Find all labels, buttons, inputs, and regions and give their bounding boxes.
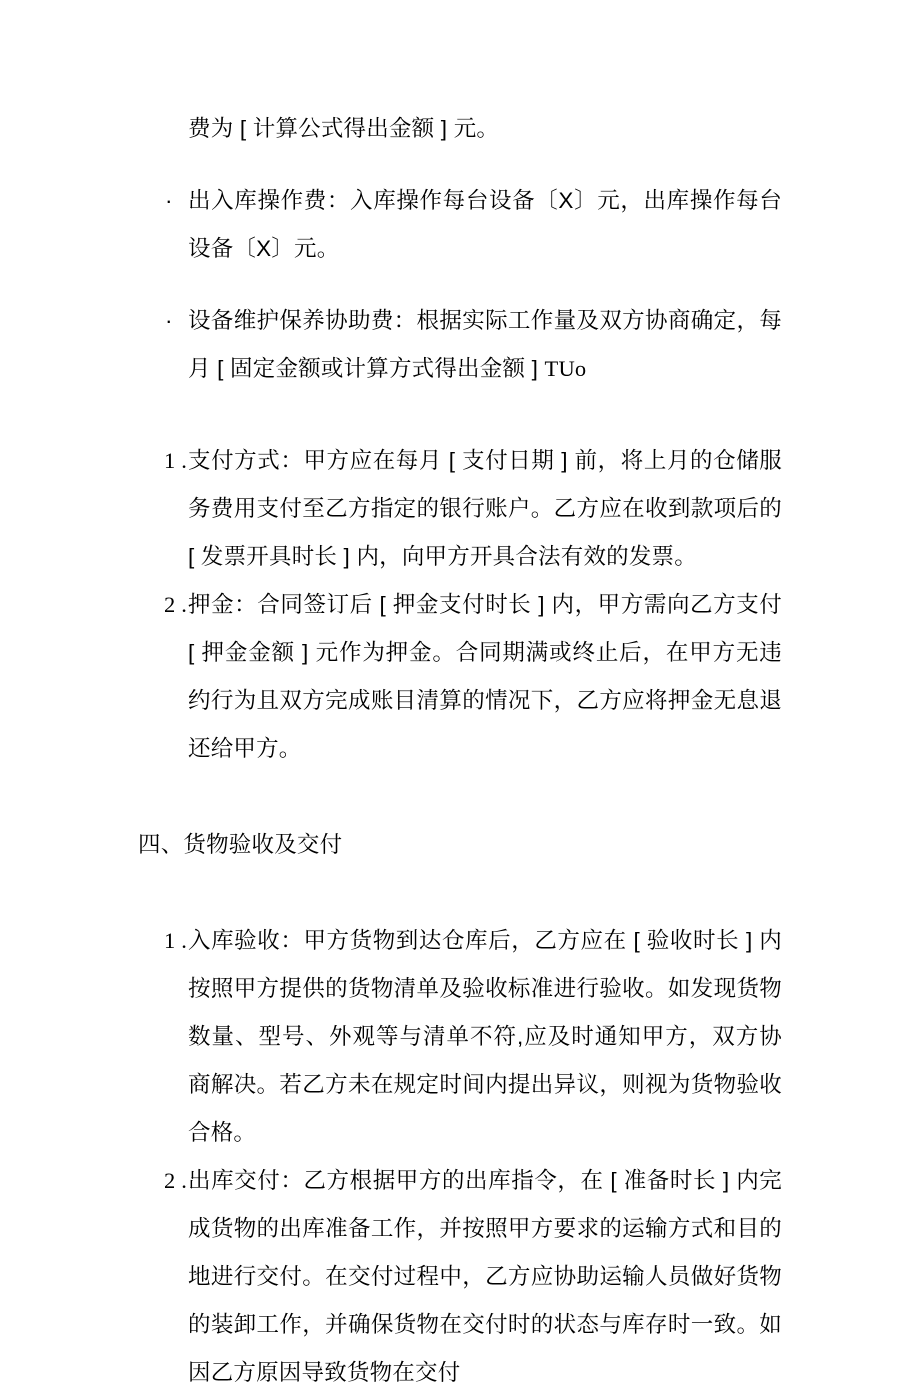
- list-text-outbound-delivery: 出库交付：乙方根据甲方的出库指令，在 [ 准备时长 ] 内完成货物的出库准备工作，并按照甲方要求的运输方式和目的地进行交付。在交付过程中，乙方应协助运输人员做好货物的装卸工作，并确保货物在交付时的状态与库存时一致。如因乙方原因导致货物在交付: [188, 1168, 782, 1385]
- latin-artifact-text: TUo: [544, 356, 587, 381]
- list-item-inbound-inspection: [138, 917, 782, 1157]
- list-text-deposit: 押金：合同签订后 [ 押金支付时长 ] 内，甲方需向乙方支付 [ 押金金额 ] 元作为押金。合同期满或终止后，在甲方无违约行为且双方完成账目清算的情况下，乙方应将押金无息退还给甲方。: [188, 592, 782, 761]
- paragraph-fee-formula-continuation: 费为 [ 计算公式得出金额 ] 元。: [188, 116, 500, 141]
- bullet-item-maintenance-assistance-fee: [138, 297, 782, 393]
- bullet-item-inbound-outbound-fee: [138, 177, 782, 273]
- list-text-payment-method: 支付方式：甲方应在每月 [ 支付日期 ] 前，将上月的仓储服务费用支付至乙方指定的银行账户。乙方应在收到款项后的 [ 发票开具时长 ] 内，向甲方开具合法有效的发票。: [188, 448, 782, 569]
- list-item-payment-method: [138, 437, 782, 581]
- spacer: [138, 273, 782, 297]
- list-marker-2: 2 .: [164, 1168, 188, 1193]
- spacer: [138, 773, 782, 821]
- spacer: [138, 869, 782, 917]
- bullet-marker-icon: ·: [165, 308, 173, 333]
- section-heading-goods-acceptance-delivery: 四、货物验收及交付: [138, 832, 343, 857]
- list-item-outbound-delivery: [138, 1157, 782, 1397]
- list-marker-2: 2 .: [164, 592, 188, 617]
- list-marker-1: 1 .: [164, 448, 188, 473]
- document-body: [138, 105, 782, 1397]
- spacer: [138, 153, 782, 177]
- list-marker-1: 1 .: [164, 928, 188, 953]
- list-text-inbound-inspection: 入库验收：甲方货物到达仓库后，乙方应在 [ 验收时长 ] 内按照甲方提供的货物清单及验收标准进行验收。如发现货物数量、型号、外观等与清单不符,应及时通知甲方，双方协商解决。若乙方未在规定时间内提出异议，则视为货物验收合格。: [188, 928, 782, 1145]
- bullet-text-maintenance-assistance-fee: 设备维护保养协助费：根据实际工作量及双方协商确定，每月 [ 固定金额或计算方式得出金额 ]: [188, 308, 782, 381]
- bullet-text-inbound-outbound-fee: 出入库操作费：入库操作每台设备〔X〕元，出库操作每台设备〔X〕元。: [188, 188, 782, 261]
- spacer: [138, 393, 782, 437]
- list-item-deposit: [138, 581, 782, 773]
- bullet-marker-icon: ·: [165, 188, 173, 213]
